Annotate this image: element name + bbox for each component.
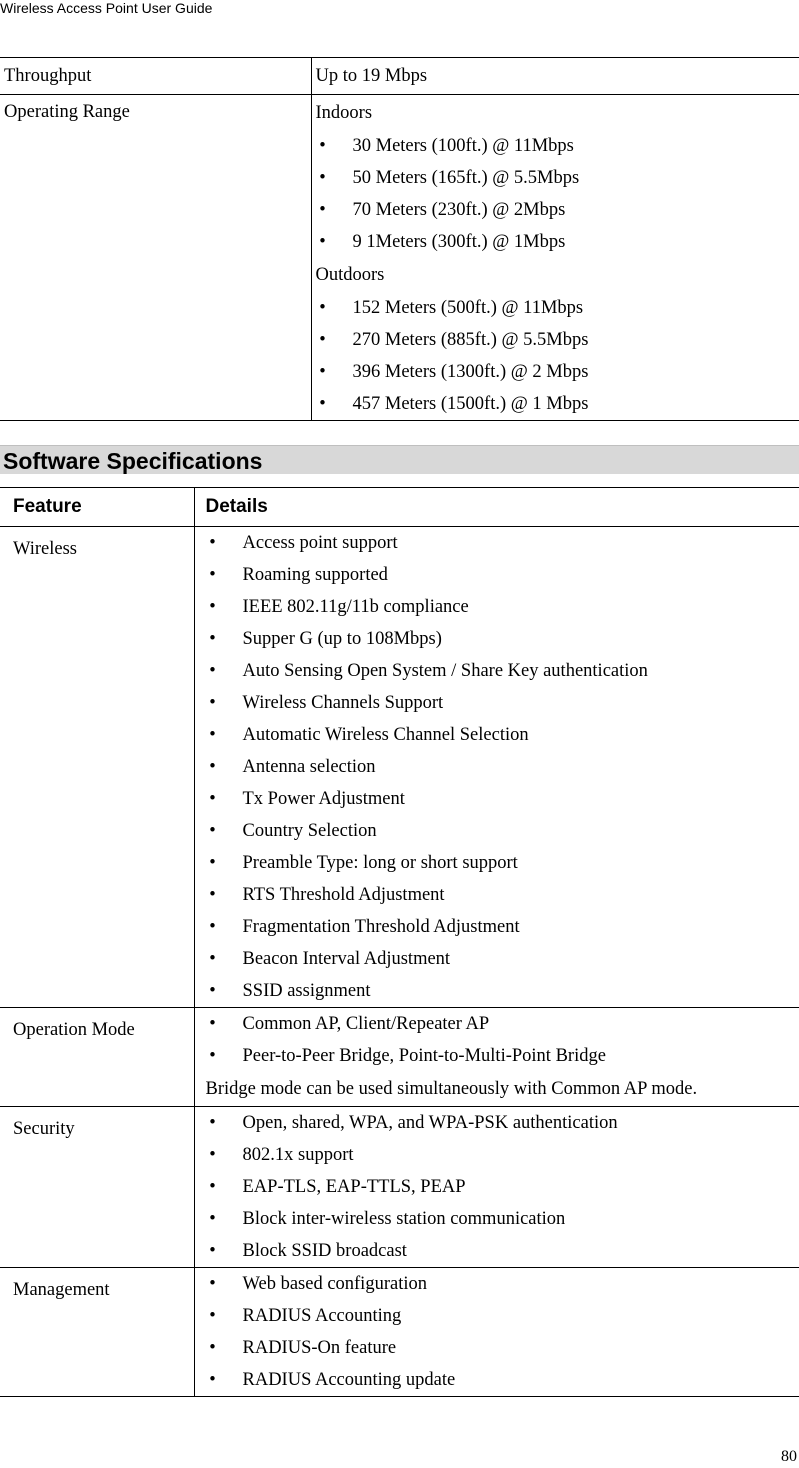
list-item: • Supper G (up to 108Mbps) xyxy=(206,623,799,655)
feature-label: Operation Mode xyxy=(13,1020,135,1040)
column-header-details: Details xyxy=(194,488,799,527)
indoors-list xyxy=(316,130,799,258)
feature-cell xyxy=(0,527,194,1008)
list-item: • Common AP, Client/Repeater AP xyxy=(206,1008,799,1040)
column-header-feature: Feature xyxy=(0,488,194,527)
list-item: • RADIUS-On feature xyxy=(206,1332,799,1364)
table-row xyxy=(0,95,799,421)
list-item: • Peer-to-Peer Bridge, Point-to-Multi-Point Bridge xyxy=(206,1040,799,1072)
details-list xyxy=(206,1008,799,1072)
feature-cell xyxy=(0,1268,194,1397)
table-row xyxy=(0,1268,799,1397)
throughput-value: Up to 19 Mbps xyxy=(311,58,799,95)
section-title: Software Specifications xyxy=(0,445,799,474)
hardware-spec-table xyxy=(0,57,799,421)
list-item: • Wireless Channels Support xyxy=(206,687,799,719)
list-item: • Block inter-wireless station communication xyxy=(206,1203,799,1235)
list-item: • Open, shared, WPA, and WPA-PSK authentication xyxy=(206,1107,799,1139)
list-item: • IEEE 802.11g/11b compliance xyxy=(206,591,799,623)
feature-label: Security xyxy=(13,1119,75,1139)
outdoors-list xyxy=(316,292,799,420)
list-item: • Antenna selection xyxy=(206,751,799,783)
table-row xyxy=(0,527,799,1008)
details-list xyxy=(206,1107,799,1267)
feature-label: Wireless xyxy=(13,539,77,559)
list-item: • 802.1x support xyxy=(206,1139,799,1171)
details-cell xyxy=(194,1008,799,1107)
operating-range-label: Operating Range xyxy=(0,95,311,421)
list-item: • Roaming supported xyxy=(206,559,799,591)
list-item: • 152 Meters (500ft.) @ 11Mbps xyxy=(316,292,799,324)
outdoors-label: Outdoors xyxy=(315,265,385,285)
page-header: Wireless Access Point User Guide xyxy=(0,0,213,16)
details-cell xyxy=(194,1268,799,1397)
list-item: • Block SSID broadcast xyxy=(206,1235,799,1267)
list-item: • 70 Meters (230ft.) @ 2Mbps xyxy=(316,194,799,226)
list-item: • 270 Meters (885ft.) @ 5.5Mbps xyxy=(316,324,799,356)
list-item: • Country Selection xyxy=(206,815,799,847)
indoors-label: Indoors xyxy=(315,103,373,123)
feature-label: Management xyxy=(13,1280,110,1300)
list-item: • EAP-TLS, EAP-TTLS, PEAP xyxy=(206,1171,799,1203)
software-spec-table xyxy=(0,487,799,1397)
list-item: • Fragmentation Threshold Adjustment xyxy=(206,911,799,943)
details-cell xyxy=(194,1107,799,1268)
list-item: • Auto Sensing Open System / Share Key authentication xyxy=(206,655,799,687)
list-item: • RTS Threshold Adjustment xyxy=(206,879,799,911)
list-item: • Access point support xyxy=(206,527,799,559)
throughput-label: Throughput xyxy=(0,58,311,95)
table-row xyxy=(0,1107,799,1268)
table-row xyxy=(0,58,799,95)
list-item: • 396 Meters (1300ft.) @ 2 Mbps xyxy=(316,356,799,388)
feature-cell xyxy=(0,1008,194,1107)
list-item: • 50 Meters (165ft.) @ 5.5Mbps xyxy=(316,162,799,194)
list-item: • Beacon Interval Adjustment xyxy=(206,943,799,975)
list-item: • 457 Meters (1500ft.) @ 1 Mbps xyxy=(316,388,799,420)
list-item: • 9 1Meters (300ft.) @ 1Mbps xyxy=(316,226,799,258)
list-item: • Web based configuration xyxy=(206,1268,799,1300)
details-list xyxy=(206,1268,799,1396)
list-item: • SSID assignment xyxy=(206,975,799,1007)
list-item: • RADIUS Accounting update xyxy=(206,1364,799,1396)
feature-cell xyxy=(0,1107,194,1268)
list-item: • 30 Meters (100ft.) @ 11Mbps xyxy=(316,130,799,162)
table-header-row xyxy=(0,488,799,527)
list-item: • Preamble Type: long or short support xyxy=(206,847,799,879)
page-number: 80 xyxy=(781,1448,797,1465)
operating-range-details xyxy=(311,95,799,421)
details-cell xyxy=(194,527,799,1008)
table-row xyxy=(0,1008,799,1107)
details-list xyxy=(206,527,799,1007)
list-item: • Automatic Wireless Channel Selection xyxy=(206,719,799,751)
list-item: • Tx Power Adjustment xyxy=(206,783,799,815)
list-item: • RADIUS Accounting xyxy=(206,1300,799,1332)
bridge-mode-note: Bridge mode can be used simultaneously with Common AP mode. xyxy=(205,1079,698,1099)
